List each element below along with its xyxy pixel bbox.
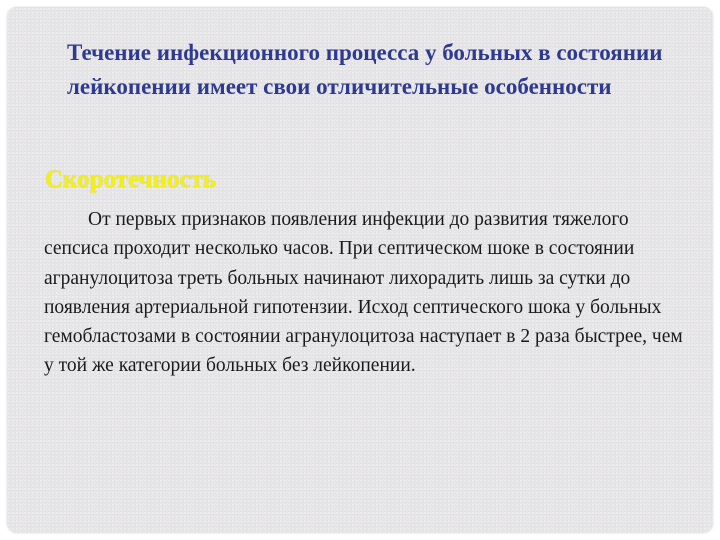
slide-title: Течение инфекционного процесса у больных в состоянии лейкопении имеет свои отличительные особенности [67,40,663,99]
slide-body-text: От первых признаков появления инфекции до развития тяжелого сепсиса проходит несколько часов. При септическом шоке в состоянии агранулоцитоза треть больных начинают лихорадить лишь за сутки до появления артериальной гипотензии. Исход септического шока у больных гемобластозами в состоянии агранулоцитоза наступает в 2 раза быстрее, чем у той же категории больных без лейкопении. [44,209,683,377]
slide-subheading: Скоротечность [45,166,217,193]
slide-frame [7,7,713,533]
